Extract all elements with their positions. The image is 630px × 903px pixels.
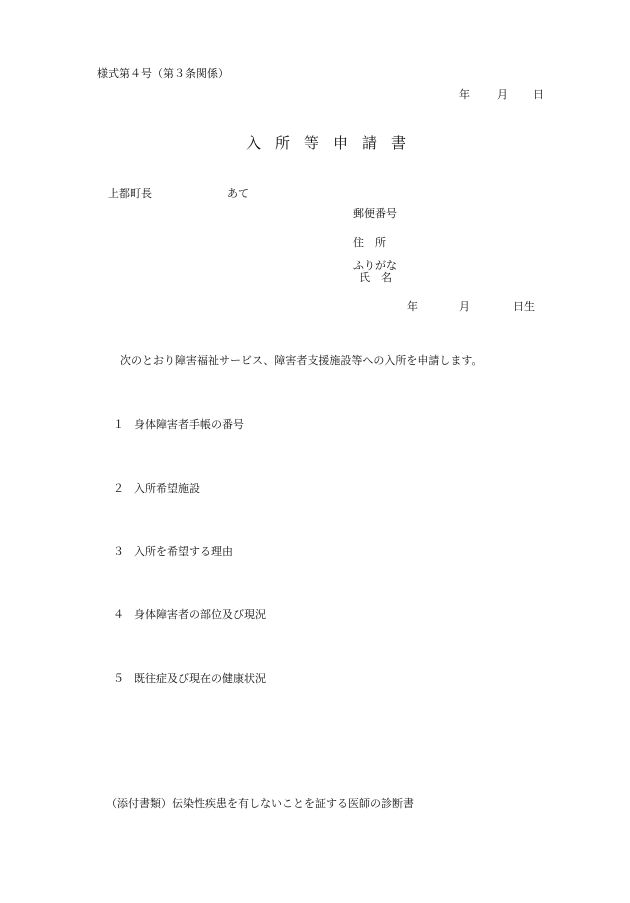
attachment-note: （添付書類）伝染性疾患を有しないことを証する医師の診断書 xyxy=(106,797,414,810)
item-label-disability-certificate: 身体障害者手帳の番号 xyxy=(134,418,244,431)
application-statement: 次のとおり障害福祉サービス、障害者支援施設等への入所を申請します。 xyxy=(120,354,483,367)
date-day-label: 日 xyxy=(533,88,544,101)
form-number-label: 様式第４号（第３条関係） xyxy=(97,67,229,80)
item-label-desired-facility: 入所希望施設 xyxy=(134,482,200,495)
furigana-label: ふりがな xyxy=(353,259,397,272)
birth-year-label: 年 xyxy=(407,300,418,313)
name-label: 氏 名 xyxy=(359,271,392,284)
item-number: ３ xyxy=(113,545,124,558)
birth-month-label: 月 xyxy=(459,300,470,313)
item-number: ２ xyxy=(113,482,124,495)
document-title: 入所等申請書 xyxy=(246,134,421,152)
item-label-health-status: 既往症及び現在の健康状況 xyxy=(134,672,266,685)
addressee-name: 上都町長 xyxy=(108,187,152,200)
date-month-label: 月 xyxy=(497,88,508,101)
address-label: 住 所 xyxy=(353,236,386,249)
birth-day-label: 日生 xyxy=(513,300,535,313)
date-year-label: 年 xyxy=(459,88,470,101)
item-label-disability-condition: 身体障害者の部位及び現況 xyxy=(134,608,266,621)
item-label-reason: 入所を希望する理由 xyxy=(134,545,233,558)
postal-code-label: 郵便番号 xyxy=(353,207,397,220)
item-number: ５ xyxy=(113,672,124,685)
item-number: １ xyxy=(113,418,124,431)
item-number: ４ xyxy=(113,608,124,621)
addressee-suffix: あて xyxy=(227,187,249,200)
